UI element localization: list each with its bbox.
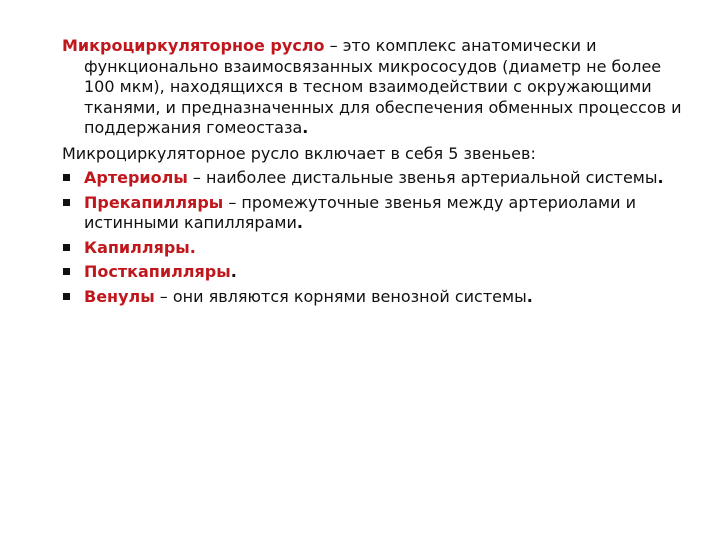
item-term: Прекапилляры [84,192,224,212]
list-item [62,168,682,189]
item-term: Капилляры. [84,237,196,257]
definition-paragraph [62,36,682,139]
item-end: . [526,286,533,306]
item-term: Артериолы [84,168,188,187]
item-term: Венулы [84,286,155,306]
square-bullet-icon [63,199,70,206]
list-item [62,262,682,283]
square-bullet-icon [63,244,70,251]
definition-term: Микроциркуляторное русло [62,36,325,55]
item-text: – наиболее дистальные звенья артериальной системы [187,168,658,187]
links-list [62,168,682,307]
square-bullet-icon [63,174,70,181]
square-bullet-icon [63,293,70,300]
item-text: – промежуточные звенья между артериолами и истинными капиллярами [84,192,636,232]
item-term: Посткапилляры [84,262,231,281]
links-intro: Микроциркуляторное русло включает в себя 5 звеньев: [62,143,536,163]
item-text: – они являются корнями венозной системы [154,286,527,306]
definition-text: – это комплекс анатомически и функционально взаимосвязанных микрососудов (диаметр не более 100 мкм), находящихся в тесном взаимодействии с окружающими тканями, и предназначенных для обеспечения обменных процессов и поддержания гомеостаза [84,36,682,137]
square-bullet-icon [63,268,70,275]
slide-content [62,36,682,311]
definition-end: . [302,118,309,137]
item-end: . [296,213,303,232]
list-item [62,238,682,259]
item-end: . [230,262,237,281]
item-end: . [657,168,664,187]
list-item [62,193,682,234]
list-item [62,287,682,308]
